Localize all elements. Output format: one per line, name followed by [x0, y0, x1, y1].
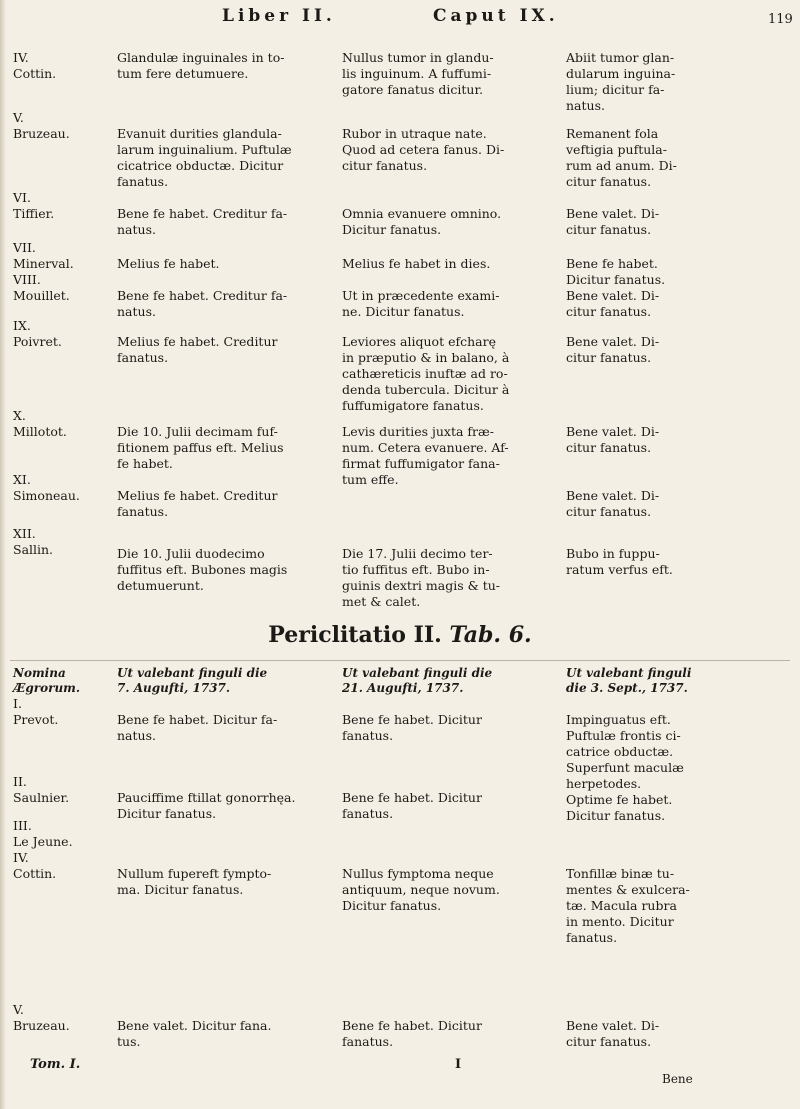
binding-shadow — [0, 0, 6, 1109]
catchword: Bene — [662, 1072, 693, 1086]
page-number: 119 — [768, 12, 793, 27]
volume-signature: Tom. I. — [30, 1057, 81, 1072]
section-title: Periclitatio II. Tab. 6. — [268, 622, 532, 648]
book-label: Liber II. — [222, 6, 336, 26]
divider — [10, 660, 790, 661]
running-head — [0, 6, 800, 36]
table-reference: Tab. 6. — [449, 622, 532, 648]
chapter-label: Caput IX. — [433, 6, 559, 26]
signature-mark: I — [455, 1057, 462, 1072]
